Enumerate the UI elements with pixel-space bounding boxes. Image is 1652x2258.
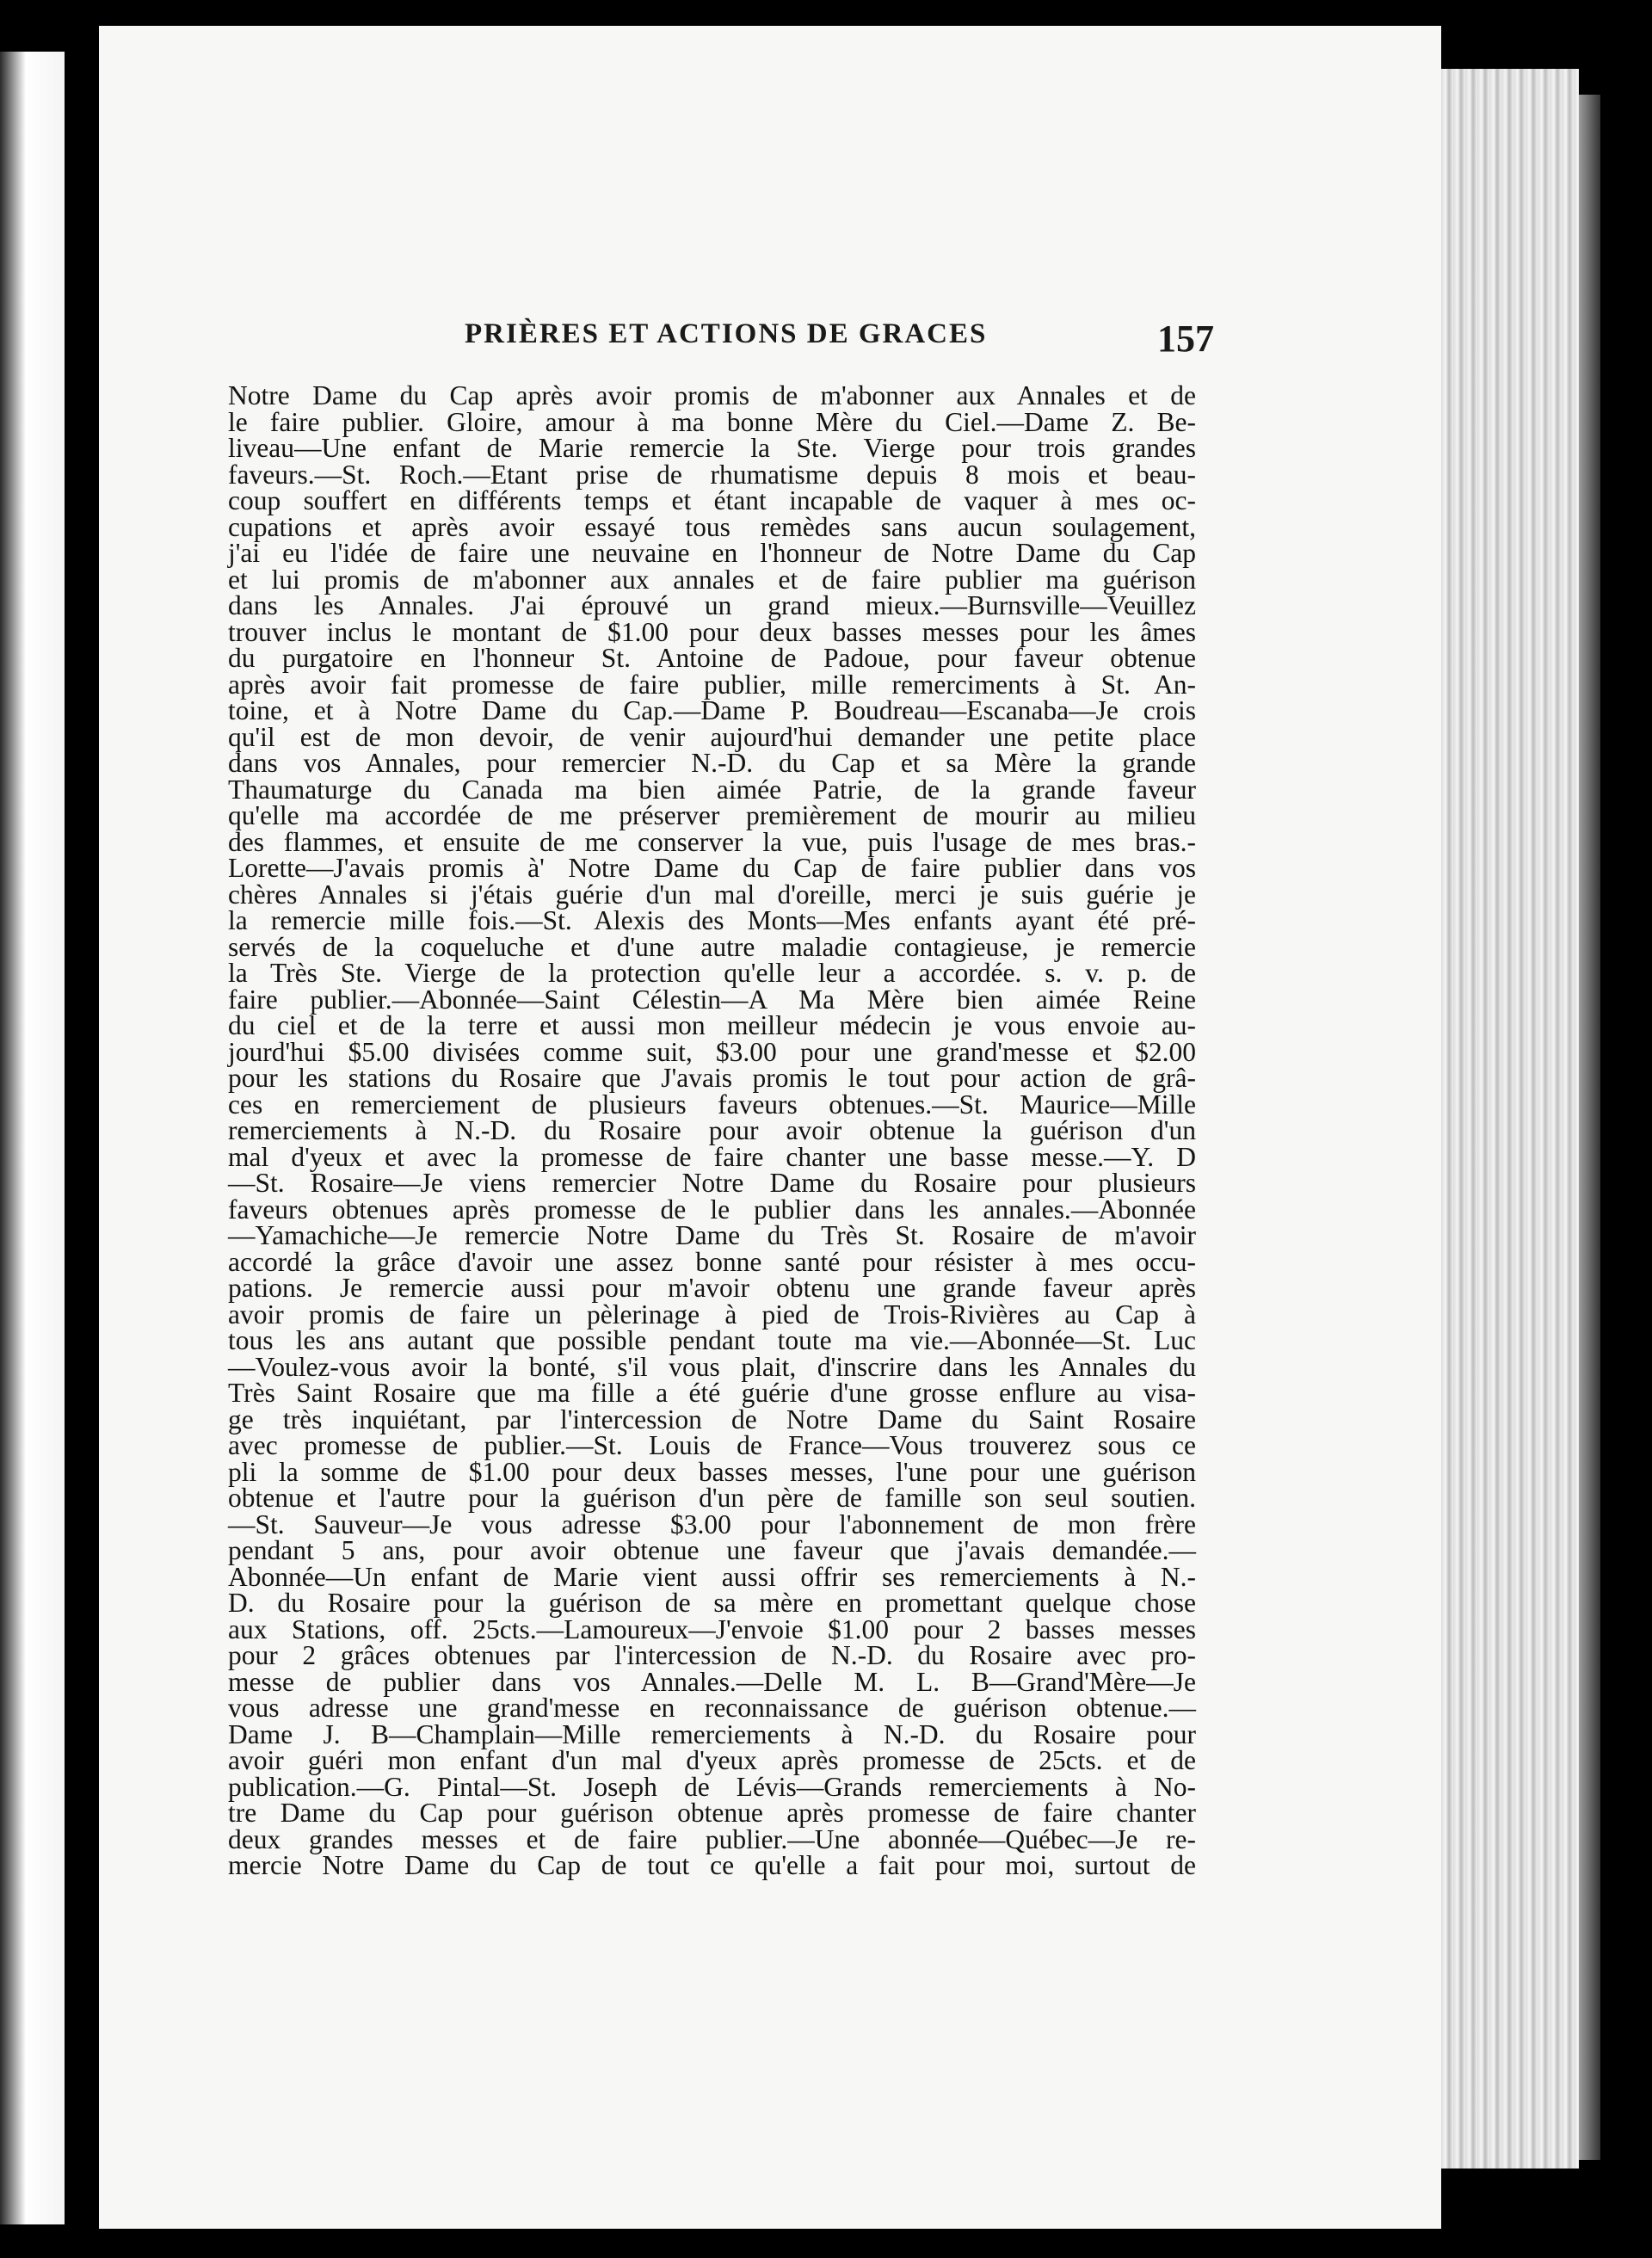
text-line: avoir guéri mon enfant d'un mal d'yeux après promesse de 25cts. et de	[228, 1745, 1196, 1775]
text-line: Lorette—J'avais promis à' Notre Dame du Cap de faire publier dans vos	[228, 853, 1196, 883]
text-line: coup souffert en différents temps et étant incapable de vaquer à mes oc-	[228, 485, 1196, 515]
text-line: Thaumaturge du Canada ma bien aimée Patrie, de la grande faveur	[228, 774, 1196, 805]
text-line: du ciel et de la terre et aussi mon meilleur médecin je vous envoie au-	[228, 1010, 1196, 1040]
text-line: servés de la coqueluche et d'une autre maladie contagieuse, je remercie	[228, 931, 1196, 962]
text-line: pli la somme de $1.00 pour deux basses messes, l'une pour une guérison	[228, 1456, 1196, 1487]
text-line: tous les ans autant que possible pendant toute ma vie.—Abonnée—St. Luc	[228, 1325, 1196, 1355]
text-line: vous adresse une grand'messe en reconnaissance de guérison obtenue.—	[228, 1693, 1196, 1723]
text-line: liveau—Une enfant de Marie remercie la Ste. Vierge pour trois grandes	[228, 433, 1196, 463]
text-line: qu'elle ma accordée de me préserver premièrement de mourir au milieu	[228, 800, 1196, 830]
text-line: Dame J. B—Champlain—Mille remerciements à N.-D. du Rosaire pour	[228, 1718, 1196, 1749]
text-line: pations. Je remercie aussi pour m'avoir obtenu une grande faveur après	[228, 1273, 1196, 1303]
text-line: mercie Notre Dame du Cap de tout ce qu'elle a fait pour moi, surtout de	[228, 1850, 1196, 1880]
text-line: du purgatoire en l'honneur St. Antoine de Padoue, pour faveur obtenue	[228, 643, 1196, 673]
text-line: messe de publier dans vos Annales.—Delle M. L. B—Grand'Mère—Je	[228, 1666, 1196, 1697]
text-line: ge très inquiétant, par l'intercession de Notre Dame du Saint Rosaire	[228, 1404, 1196, 1434]
text-line: faveurs.—St. Roch.—Etant prise de rhumatisme depuis 8 mois et beau-	[228, 459, 1196, 490]
book-spine-shadow	[1579, 95, 1600, 2160]
text-line: —St. Rosaire—Je viens remercier Notre Dame du Rosaire pour plusieurs	[228, 1168, 1196, 1198]
text-line: dans les Annales. J'ai éprouvé un grand mieux.—Burnsville—Veuillez	[228, 590, 1196, 620]
text-line: le faire publier. Gloire, amour à ma bonne Mère du Ciel.—Dame Z. Be-	[228, 406, 1196, 437]
text-line: faveurs obtenues après promesse de le publier dans les annales.—Abonnée	[228, 1194, 1196, 1225]
text-line: obtenue et l'autre pour la guérison d'un père de famille son seul soutien.	[228, 1483, 1196, 1513]
text-line: avoir promis de faire un pèlerinage à pied de Trois-Rivières au Cap à	[228, 1299, 1196, 1330]
text-line: dans vos Annales, pour remercier N.-D. du Cap et sa Mère la grande	[228, 748, 1196, 778]
text-line: ces en remerciement de plusieurs faveurs obtenues.—St. Maurice—Mille	[228, 1089, 1196, 1120]
text-line: cupations et après avoir essayé tous remèdes sans aucun soulagement,	[228, 511, 1196, 542]
text-line: la Très Ste. Vierge de la protection qu'elle leur a accordée. s. v. p. de	[228, 958, 1196, 988]
body-text	[228, 380, 1196, 1880]
text-line: et lui promis de m'abonner aux annales et de faire publier ma guérison	[228, 564, 1196, 595]
text-line: faire publier.—Abonnée—Saint Célestin—A Ma Mère bien aimée Reine	[228, 984, 1196, 1015]
text-line: —Yamachiche—Je remercie Notre Dame du Très St. Rosaire de m'avoir	[228, 1220, 1196, 1250]
text-line: pour 2 grâces obtenues par l'intercession de N.-D. du Rosaire avec pro-	[228, 1640, 1196, 1670]
text-line: j'ai eu l'idée de faire une neuvaine en l'honneur de Notre Dame du Cap	[228, 538, 1196, 568]
text-line: publication.—G. Pintal—St. Joseph de Lévis—Grands remerciements à No-	[228, 1771, 1196, 1802]
text-line: accordé la grâce d'avoir une assez bonne santé pour résister à mes occu-	[228, 1246, 1196, 1277]
text-line: qu'il est de mon devoir, de venir aujourd'hui demander une petite place	[228, 721, 1196, 752]
text-line: Très Saint Rosaire que ma fille a été guérie d'une grosse enflure au visa-	[228, 1378, 1196, 1408]
text-line: jourd'hui $5.00 divisées comme suit, $3.00 pour une grand'messe et $2.00	[228, 1036, 1196, 1067]
left-page-edge	[0, 52, 65, 2224]
text-line: pour les stations du Rosaire que J'avais promis le tout pour action de grâ-	[228, 1063, 1196, 1093]
text-line: Notre Dame du Cap après avoir promis de m'abonner aux Annales et de	[228, 380, 1196, 410]
text-line: chères Annales si j'étais guérie d'un mal d'oreille, merci je suis guérie je	[228, 879, 1196, 910]
text-line: mal d'yeux et avec la promesse de faire chanter une basse messe.—Y. D	[228, 1141, 1196, 1172]
text-line: D. du Rosaire pour la guérison de sa mère en promettant quelque chose	[228, 1588, 1196, 1618]
text-line: deux grandes messes et de faire publier.—Une abonnée—Québec—Je re-	[228, 1823, 1196, 1854]
text-line: après avoir fait promesse de faire publier, mille remerciments à St. An-	[228, 669, 1196, 700]
text-line: la remercie mille fois.—St. Alexis des Monts—Mes enfants ayant été pré-	[228, 905, 1196, 935]
text-line: tre Dame du Cap pour guérison obtenue après promesse de faire chanter	[228, 1798, 1196, 1828]
text-line: remerciements à N.-D. du Rosaire pour avoir obtenue la guérison d'un	[228, 1115, 1196, 1145]
running-title: PRIÈRES ET ACTIONS DE GRACES	[465, 318, 988, 349]
text-line: aux Stations, off. 25cts.—Lamoureux—J'envoie $1.00 pour 2 basses messes	[228, 1613, 1196, 1644]
text-line: toine, et à Notre Dame du Cap.—Dame P. Boudreau—Escanaba—Je crois	[228, 695, 1196, 725]
text-line: —Voulez-vous avoir la bonté, s'il vous plait, d'inscrire dans les Annales du	[228, 1351, 1196, 1382]
text-line: —St. Sauveur—Je vous adresse $3.00 pour l'abonnement de mon frère	[228, 1508, 1196, 1539]
text-line: avec promesse de publier.—St. Louis de France—Vous trouverez sous ce	[228, 1430, 1196, 1460]
page-number: 157	[1157, 318, 1214, 360]
text-line: pendant 5 ans, pour avoir obtenue une faveur que j'avais demandée.—	[228, 1535, 1196, 1565]
text-line: trouver inclus le montant de $1.00 pour deux basses messes pour les âmes	[228, 616, 1196, 647]
text-line: des flammes, et ensuite de me conserver la vue, puis l'usage de mes bras.-	[228, 826, 1196, 857]
page-stack-edges	[1441, 69, 1579, 2169]
text-line: Abonnée—Un enfant de Marie vient aussi offrir ses remerciements à N.-	[228, 1561, 1196, 1592]
